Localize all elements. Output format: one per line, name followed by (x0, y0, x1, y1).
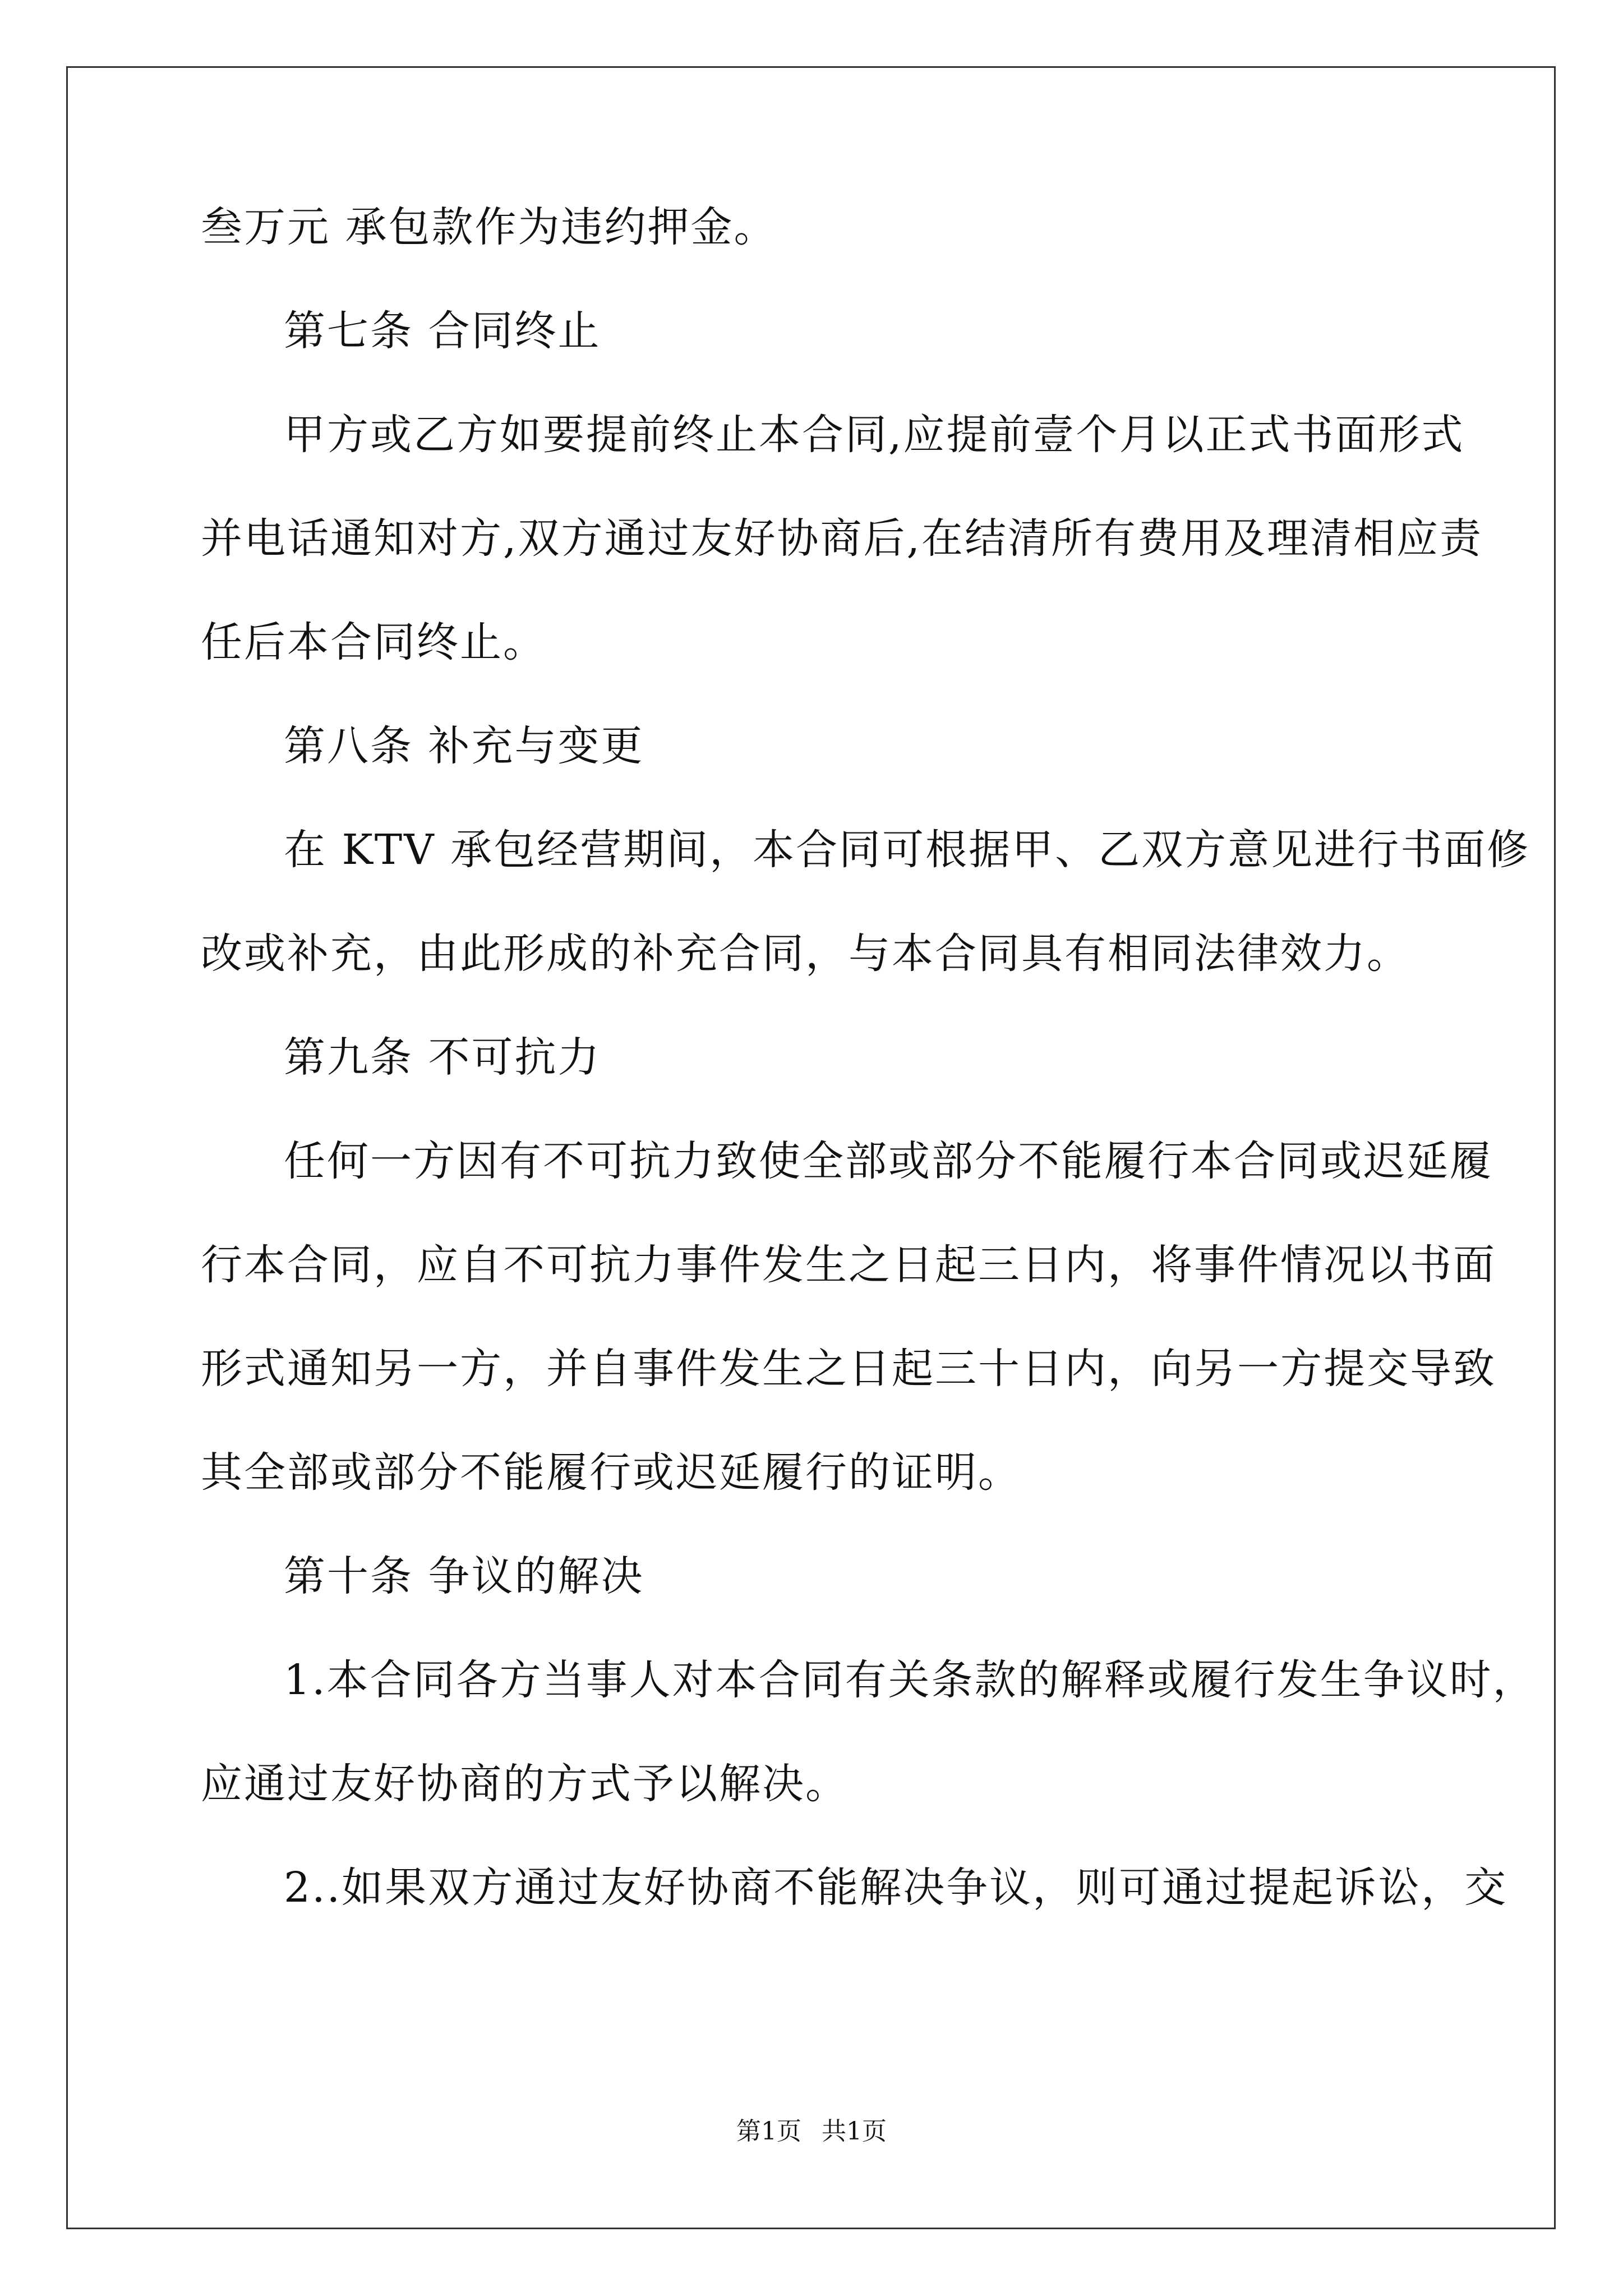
section-heading: 第七条 合同终止 (284, 307, 601, 355)
section-heading: 第十条 争议的解决 (284, 1552, 644, 1600)
section-heading: 第九条 不可抗力 (284, 1033, 601, 1082)
text-line: 应通过友好协商的方式予以解决。 (201, 1760, 849, 1808)
text-line: 2..如果双方通过友好协商不能解决争议，则可通过提起诉讼，交 (284, 1864, 1508, 1912)
text-line: 行本合同，应自不可抗力事件发生之日起三日内，将事件情况以书面 (201, 1241, 1496, 1289)
text-line: 甲方或乙方如要提前终止本合同,应提前壹个月以正式书面形式 (284, 411, 1465, 459)
text-line: 改或补充，由此形成的补充合同，与本合同具有相同法律效力。 (201, 930, 1410, 978)
text-line: 任后本合同终止。 (201, 618, 546, 666)
text-line: 1.本合同各方当事人对本合同有关条款的解释或履行发生争议时， (284, 1656, 1536, 1704)
text-line: 其全部或部分不能履行或迟延履行的证明。 (201, 1448, 1021, 1497)
section-heading: 第八条 补充与变更 (284, 722, 644, 770)
text-line: 并电话通知对方,双方通过友好协商后,在结清所有费用及理清相应责 (201, 514, 1483, 563)
text-line: 形式通知另一方，并自事件发生之日起三十日内，向另一方提交导致 (201, 1345, 1496, 1393)
text-line: 叁万元 承包款作为违约押金。 (201, 203, 777, 251)
page-number: 第1页 (736, 2117, 801, 2146)
page-total: 共1页 (822, 2117, 887, 2146)
page-footer (0, 2116, 1623, 2147)
text-line: 任何一方因有不可抗力致使全部或部分不能履行本合同或迟延履 (284, 1137, 1493, 1185)
text-line: 在 KTV 承包经营期间，本合同可根据甲、乙双方意见进行书面修 (284, 826, 1530, 874)
